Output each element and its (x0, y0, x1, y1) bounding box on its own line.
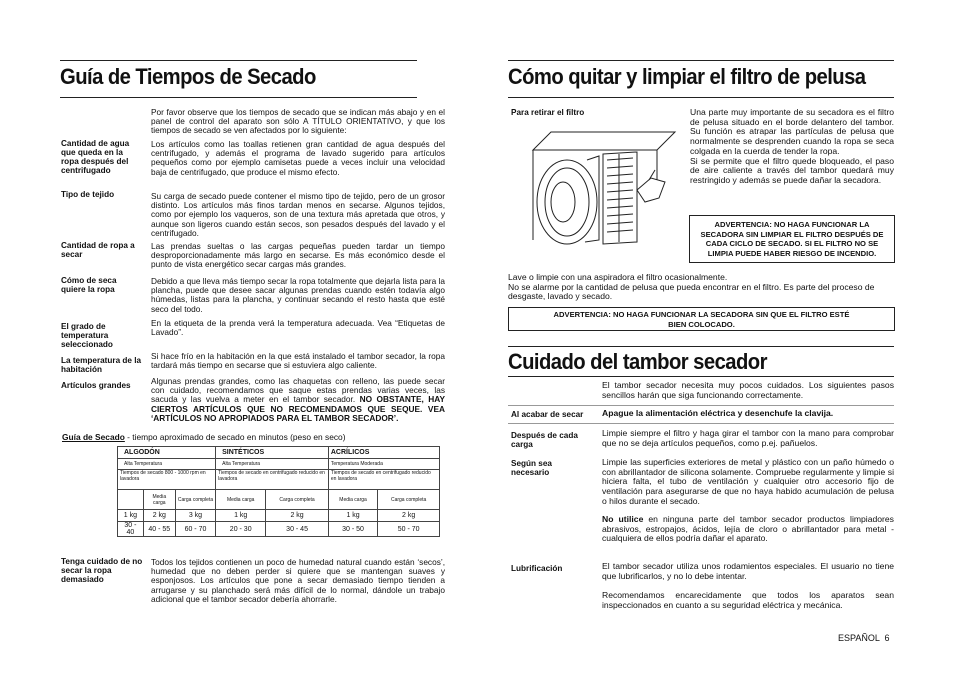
table-weight: 2 kg (378, 510, 440, 522)
table-load-half: Media carga (143, 490, 175, 510)
left-title-rule-bottom (60, 97, 417, 98)
right-page-title: Cómo quitar y limpiar el filtro de pelusa (508, 64, 866, 89)
table-time: 20 - 30 (216, 522, 266, 537)
section-text-water: Los artículos como las toallas retienen gran cantidad de agua después del centrifugado, y además el programa de lavado sugerido para artículos pequeños como por ejemplo camisetas puede a veces incluir una velocidad baja de centrifugado, que produce el mismo efecto. (151, 139, 445, 177)
section-label-water: Cantidad de agua que queda en la ropa después del centrifugado (61, 139, 130, 175)
after-load-label: Después de cada carga (511, 431, 578, 449)
table-time: 30 - 50 (328, 522, 377, 537)
as-needed-text: Limpie las superficies exteriores de metal y plástico con un paño húmedo o con abrillantador de silicona solamente. Compruebe regularmente y limpie si hiciera falta, el tubo de ventilación y cualquier otro accesorio fijo de ventilación para asegurarse de que no haya habido acumulación de pelusa o hilos durante el secado. (602, 457, 894, 506)
table-time: 50 - 70 (378, 522, 440, 537)
after-drying-text: Apague la alimentación eléctrica y desenchufe la clavija. (602, 408, 834, 418)
section-label-dryness: Cómo de seca quiere la ropa (61, 276, 117, 294)
table-time: 30 - 40 (118, 522, 144, 537)
section-label-fabric: Tipo de tejido (61, 190, 115, 199)
filter-text-main: Una parte muy importante de su secadora es el filtro de pelusa situado en el borde delantero del tambor. Su función es atrapar las partículas de pelusa que normalmente se desprenden cuando la ropa se seca colgada en la cuerda de tender la ropa. (690, 107, 894, 156)
table-note-cotton: Tiempos de secado 800 - 1000 rpm en lavadora (118, 470, 216, 490)
as-needed-label: Según sea necesario (511, 459, 552, 477)
table-weight: 3 kg (175, 510, 215, 522)
vacuum-text (508, 273, 894, 302)
table-group-cotton: ALGODÓN (118, 447, 216, 459)
care-row-rule (508, 423, 894, 424)
table-weight: 1 kg (328, 510, 377, 522)
table-group-acrylic: ACRÍLICOS (328, 447, 439, 459)
recommend-text: Recomendamos encarecidamente que todos los aparatos sean inspeccionados en cuanto a su seguridad eléctrica y mecánica. (602, 590, 894, 610)
left-page-title: Guía de Tiempos de Secado (60, 64, 316, 89)
table-load-full: Carga completa (266, 490, 329, 510)
table-time: 30 - 45 (266, 522, 329, 537)
care-intro: El tambor secador necesita muy pocos cuidados. Los siguientes pasos sencillos harán que siga funcionando correctamente. (602, 380, 894, 400)
left-title-rule-top (60, 60, 417, 61)
section-label-overdry: Tenga cuidado de no secar la ropa demasiado (61, 557, 143, 584)
table-empty-cell (118, 490, 144, 510)
section-label-room: La temperatura de la habitación (61, 356, 142, 374)
intro-text: Por favor observe que los tiempos de secado que se indican más abajo y en el panel de control del aparato son sólo A TÍTULO ORIENTATIVO, y que los tiempos de secado se ven afectados por lo siguiente: (151, 107, 445, 136)
section-text-dryness: Debido a que lleva más tiempo secar la ropa totalmente que dejarla lista para la plancha, puede que desee sacar algunas prendas cuando estén todavía algo húmedas, listas para la plancha, y continuar secando el resto hasta que esté seco del todo. (151, 276, 445, 314)
table-time: 40 - 55 (143, 522, 175, 537)
filter-text-blocked: Si se permite que el filtro quede bloqueado, el paso de aire caliente a través del tambor quedará muy restringido y además se puede dañar la secadora. (690, 155, 894, 185)
vacuum-text-line: Lave o limpie con una aspiradora el filtro ocasionalmente. (508, 272, 728, 282)
table-note-acrylic: Tiempos de secado en centrifugado reducido en lavadora (328, 470, 439, 490)
page-footer: ESPAÑOL 6 (838, 633, 890, 643)
table-temp-cotton: Alta Temperatura (118, 459, 216, 470)
table-time: 60 - 70 (175, 522, 215, 537)
lint-text: No se alarme por la cantidad de pelusa que pueda encontrar en el filtro. Es parte del proceso de desgaste, lavado y secado. (508, 281, 875, 302)
section-text-fabric: Su carga de secado puede contener el mismo tipo de tejido, pero de un grosor distinto. Los artículos más finos tardan menos en secarse. Algunos tejidos, como por ejemplo los vaqueros, son de una textura más apretada que otros, y aunque son ligeros cuando están secos, son pesados después del lavado y el centrifugado. (151, 191, 445, 238)
table-load-full: Carga completa (175, 490, 215, 510)
table-weight: 2 kg (143, 510, 175, 522)
section-text-overdry: Todos los tejidos contienen un poco de humedad natural cuando están ‘secos’, humedad que no deben perder si quiere que se mantengan suaves y esponjosos. Los artículos que pone a secar demasiado tiempo tienden a arrugarse y su planchado será más difícil de lo normal, dándole un trabajo adicional que el tambor secador debería ahorrarle. (151, 557, 445, 604)
section-label-temperature: El grado de temperatura seleccionado (61, 322, 113, 349)
right-title-rule-bottom (508, 97, 894, 98)
care-title: Cuidado del tambor secador (508, 349, 767, 374)
care-title-rule-bottom (508, 376, 894, 377)
warning-box-fire: ADVERTENCIA: NO HAGA FUNCIONAR LA SECADORA SIN LIMPIAR EL FILTRO DESPUÉS DE CADA CICLO DE SECADO. SI EL FILTRO NO SE LIMPIA PUEDE HABER RIESGO DE INCENDIO. (689, 215, 895, 263)
table-note-synthetic: Tiempos de secado en centrifugado reducido en lavadora (216, 470, 329, 490)
drying-guide-title: Guía de Secado (62, 432, 125, 442)
do-not-use-bold: No utilice (602, 514, 644, 524)
after-drying-label: Al acabar de secar (511, 410, 584, 419)
table-weight: 2 kg (266, 510, 329, 522)
right-title-rule-top (508, 60, 894, 61)
table-load-full: Carga completa (378, 490, 440, 510)
do-not-use-text (602, 515, 894, 544)
care-title-rule-top (508, 346, 894, 347)
care-row-rule (508, 405, 894, 406)
large-warning-bold: NO OBSTANTE, HAY CIERTOS ARTÍCULOS QUE NO RECOMENDAMOS QUE SEQUE. VEA ‘ARTÍCULOS NO APROPIADOS PARA EL TAMBOR SECADOR’. (151, 394, 446, 423)
table-temp-synthetic: Alta Temperatura (216, 459, 329, 470)
do-not-use-rest: en ninguna parte del tambor secador productos limpiadores abrasivos, estropajos, ácidos, lejía de cloro o abrillantador para metal - cualquiera de ellos podría dañar el aparato. (602, 514, 894, 544)
drying-time-table (117, 446, 440, 537)
section-text-room: Si hace frío en la habitación en la que está instalado el tambor secador, la ropa tardará más tiempo en secarse que si estuviera algo caliente. (151, 351, 445, 371)
filter-text (690, 108, 894, 186)
table-group-synthetic: SINTÉTICOS (216, 447, 329, 459)
large-text: Algunas prendas grandes, como las chaquetas con relleno, las puede secar con cuidado, recomendamos que saque estas prendas varias veces, las sacuda y las vuelva a meter en el tambor secador. (151, 376, 445, 405)
section-text-quantity: Las prendas sueltas o las cargas pequeñas pueden tardar un tiempo desproporcionadamente más largo en secarse. Es más económico desde el punto de vista energético secar cargas más grandes. (151, 241, 445, 270)
lubrication-text: El tambor secador utiliza unos rodamientos especiales. El usuario no tiene que lubrificarlos, y no lo debe intentar. (602, 561, 894, 581)
section-text-large (151, 377, 445, 423)
table-load-half: Media carga (328, 490, 377, 510)
table-weight: 1 kg (118, 510, 144, 522)
drying-guide-heading (62, 432, 346, 442)
section-text-temperature: En la etiqueta de la prenda verá la temperatura adecuada. Vea “Etiquetas de Lavado”. (151, 318, 445, 338)
section-label-quantity: Cantidad de ropa a secar (61, 241, 135, 259)
filter-illustration (527, 120, 679, 270)
table-weight: 1 kg (216, 510, 266, 522)
remove-filter-label: Para retirar el filtro (511, 108, 585, 117)
warning-box-filter: ADVERTENCIA: NO HAGA FUNCIONAR LA SECADORA SIN QUE EL FILTRO ESTÉ BIEN COLOCADO. (508, 307, 895, 331)
section-label-large: Artículos grandes (61, 381, 131, 390)
table-temp-acrylic: Temperatura Moderada (328, 459, 439, 470)
drying-guide-subtitle: - tiempo aproximado de secado en minutos (peso en seco) (124, 432, 346, 442)
lubrication-label: Lubrificación (511, 564, 563, 573)
after-load-text: Limpie siempre el filtro y haga girar el tambor con la mano para comprobar que no se deja artículos pequeños, como p.ej. pañuelos. (602, 428, 894, 448)
table-load-half: Media carga (216, 490, 266, 510)
